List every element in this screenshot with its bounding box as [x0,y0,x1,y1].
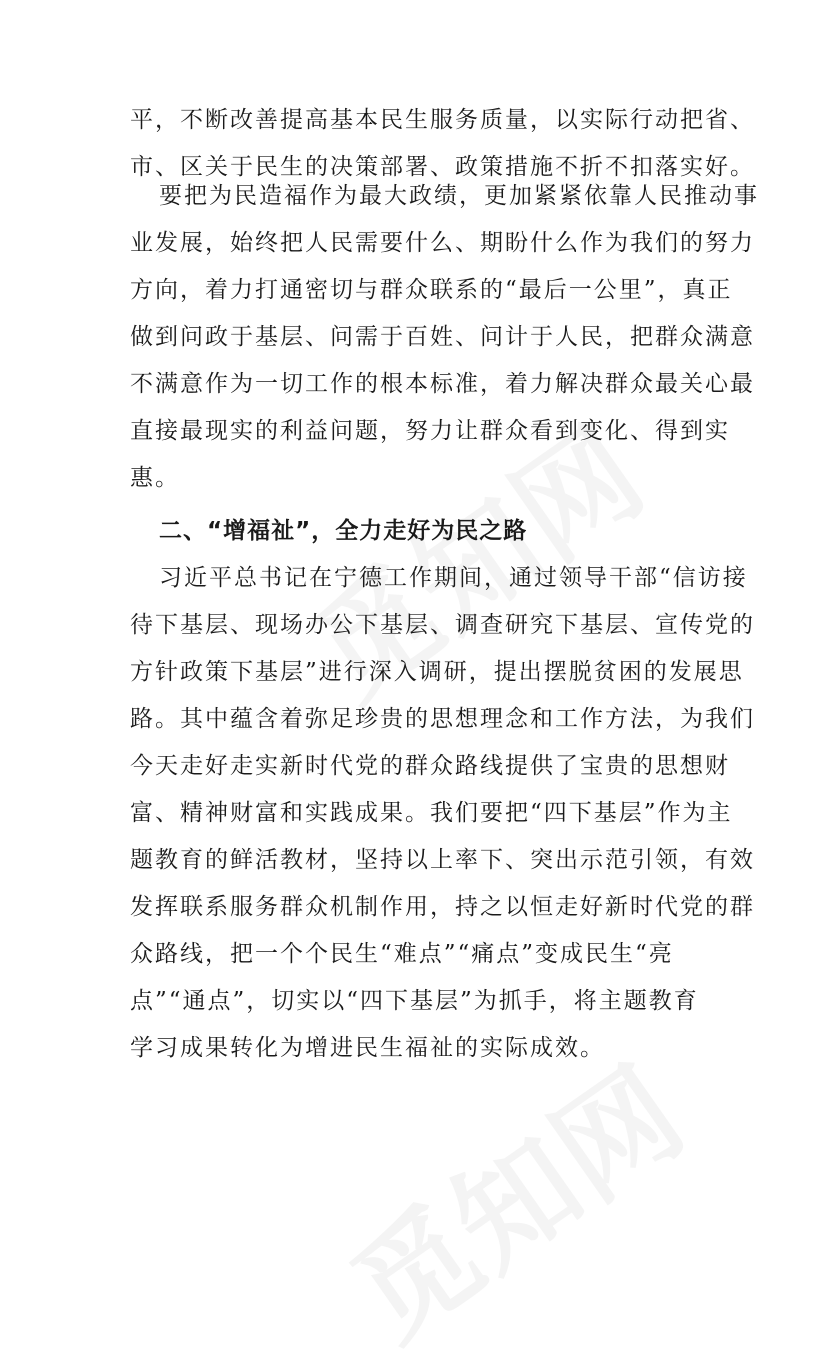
text-line: 待下基层、现场办公下基层、调查研究下基层、宣传党的 [130,612,755,638]
text-line: 不满意作为一切工作的根本标准，着力解决群众最关心最 [130,371,755,397]
text-line: 做到问政于基层、问需于百姓、问计于人民，把群众满意 [130,324,755,350]
text-line: 直接最现实的利益问题，努力让群众看到变化、得到实 [130,418,730,444]
text-line: 发挥联系服务群众机制作用，持之以恒走好新时代党的群 [130,894,755,920]
section-heading: 二、“增福祉”，全力走好为民之路 [159,518,528,544]
text-line: 点”“通点”，切实以“四下基层”为抓手，将主题教育 [130,988,699,1014]
text-line: 平，不断改善提高基本民生服务质量，以实际行动把省、 [130,107,755,133]
text-line: 方针政策下基层”进行深入调研，提出摆脱贫困的发展思 [130,659,744,685]
text-line: 题教育的鲜活教材，坚持以上率下、突出示范引领，有效 [130,847,755,873]
text-line: 市、区关于民生的决策部署、政策措施不折不扣落实好。 [130,154,755,180]
paragraph-first-line: 习近平总书记在宁德工作期间，通过领导干部“信访接 [159,565,748,591]
text-line: 富、精神财富和实践成果。我们要把“四下基层”作为主 [130,800,733,826]
text-line: 业发展，始终把人民需要什么、期盼什么作为我们的努力 [130,230,755,256]
text-line: 今天走好走实新时代党的群众路线提供了宝贵的思想财 [130,753,730,779]
text-line: 方向，着力打通密切与群众联系的“最后一公里”，真正 [130,277,733,303]
text-line: 众路线，把一个个民生“难点”“痛点”变成民生“亮 [130,941,674,967]
text-line: 路。其中蕴含着弥足珍贵的思想理念和工作方法，为我们 [130,706,755,732]
text-line: 学习成果转化为增进民生福祉的实际成效。 [130,1035,605,1061]
text-line: 惠。 [130,465,180,491]
paragraph-first-line: 要把为民造福作为最大政绩，更加紧紧依靠人民推动事 [159,183,759,209]
watermark-text [314,1021,712,1371]
